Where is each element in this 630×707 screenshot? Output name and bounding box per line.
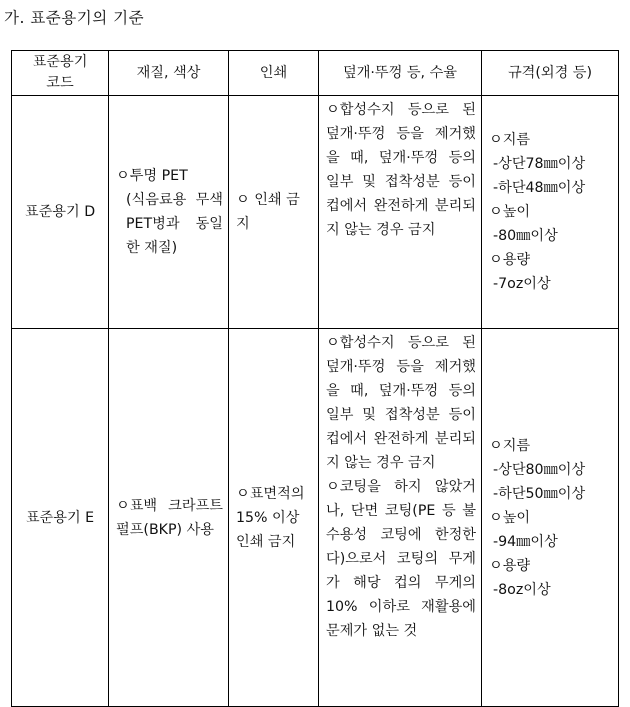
header-print: 인쇄 [229,51,319,96]
header-lid: 덮개·뚜껑 등, 수율 [319,51,482,96]
spec-line: -80㎜이상 [493,228,558,244]
spec-line: ㅇ용량 [489,252,531,268]
code-cell: 표준용기 E [12,329,109,707]
header-material: 재질, 색상 [109,51,229,96]
spec-line: ㅇ높이 [489,204,531,220]
spec-line: -7oz이상 [493,276,551,292]
spec-line: ㅇ지름 [489,132,531,148]
header-code [12,51,109,96]
standard-container-table [11,50,619,707]
print-text: ㅇ 인쇄 금지 [236,192,300,232]
print-cell [229,96,319,329]
section-heading: 가. 표준용기의 기준 [4,9,145,27]
code-cell: 표준용기 D [12,96,109,329]
material-cell [109,96,229,329]
spec-line: -상단80㎜이상 [493,461,586,478]
lid-cell [319,96,482,329]
spec-line: -8oz이상 [493,581,551,598]
material-line: (식음료용 무색 PET병과 동일한 재질) [126,192,223,256]
header-spec: 규격(외경 등) [482,51,619,96]
print-cell [229,329,319,707]
table-row-e [12,329,619,707]
header-code-text: 표준용기 코드 [32,54,88,91]
lid-cell [319,329,482,707]
lid-text: ㅇ코팅을 하지 않았거나, 단면 코팅(PE 등 불수용성 코팅에 한정한다)으로서 코팅의 무게가 해당 컵의 무게의 10% 이하로 재활용에 문제가 없는 것 [326,479,476,639]
spec-line: -상단78㎜이상 [493,156,586,172]
spec-cell [482,96,619,329]
table-header-row [12,51,619,96]
lid-text: ㅇ합성수지 등으로 된 덮개·뚜껑 등을 제거했을 때, 덮개·뚜껑 등의 일부 및 접착성분 등이 컵에서 완전하게 분리되지 않는 경우 금지 [326,102,476,238]
material-cell [109,329,229,707]
spec-line: ㅇ높이 [489,509,531,526]
lid-text: ㅇ합성수지 등으로 된 덮개·뚜껑 등을 제거했을 때, 덮개·뚜껑 등의 일부 및 접착성분 등이 컵에서 완전하게 분리되지 않는 경우 금지 [326,335,476,471]
spec-line: -94㎜이상 [493,533,558,550]
material-line: ㅇ투명 PET [116,168,188,184]
spec-line: ㅇ지름 [489,437,531,454]
material-line: ㅇ표백 크라프트펄프(BKP) 사용 [116,497,223,538]
spec-line: -하단48㎜이상 [493,180,586,196]
spec-line: -하단50㎜이상 [493,485,586,502]
print-text: ㅇ표면적의 15% 이상 인쇄 금지 [236,485,305,550]
spec-line: ㅇ용량 [489,557,531,574]
spec-cell [482,329,619,707]
table-row-d [12,96,619,329]
